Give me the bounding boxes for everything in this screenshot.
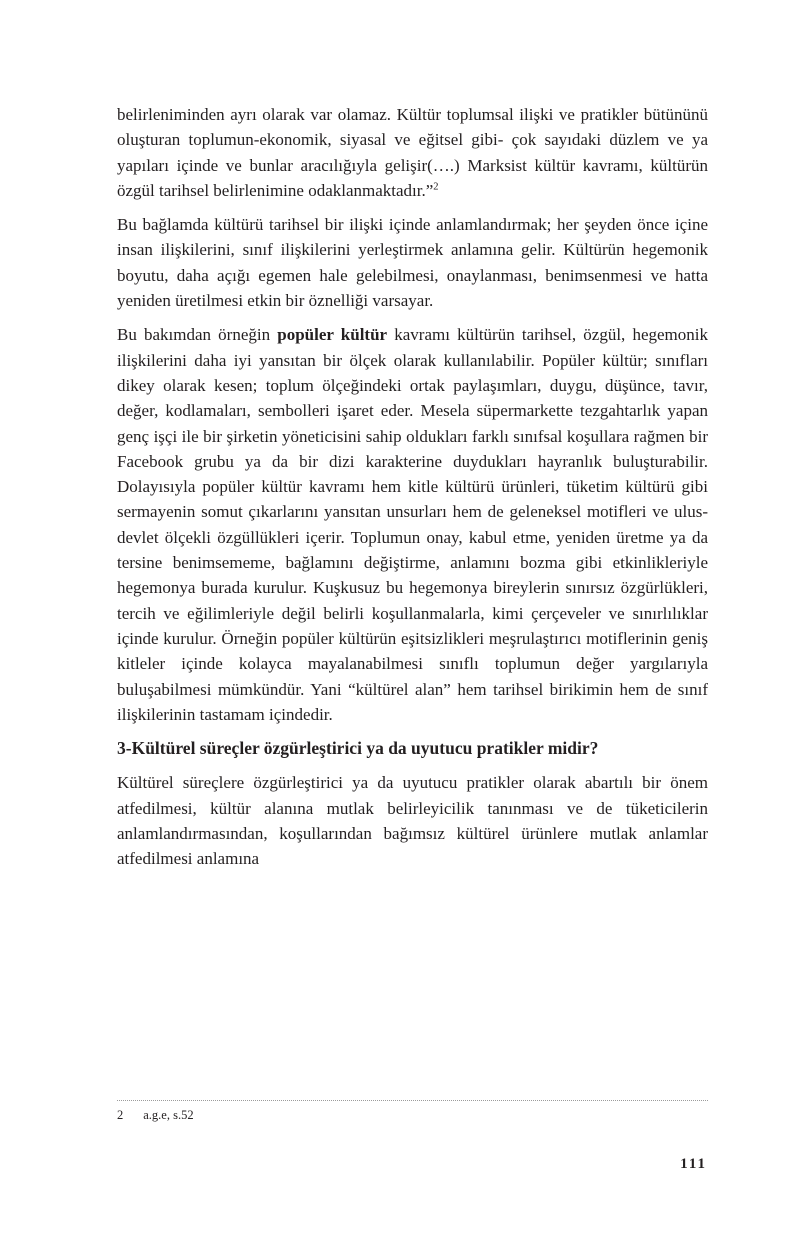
- paragraph-4: Kültürel süreçlere özgürleştirici ya da uyutucu pratikler olarak abartılı bir önem atfedilmesi, kültür alanına mutlak belirleyicilik tanınması ve de tüketicilerin anlamlandırmasından, koşullarından bağımsız kültürel ürünlere mutlak anlamlar atfedilmesi anlamına: [117, 773, 708, 869]
- footnote-separator: [117, 1100, 708, 1101]
- paragraph-2: Bu bağlamda kültürü tarihsel bir ilişki içinde anlamlandırmak; her şeyden önce içine insan ilişkilerini, sınıf ilişkilerini yerleştirmek anlamına gelir. Kültürün hegemonik boyutu, daha açığı egemen hale gelebilmesi, onaylanması, benimsenmesi ve hatta yeniden üretilmesi etkin bir öznelliği varsayar.: [117, 215, 708, 311]
- bold-term-populer-kultur: popüler kültür: [277, 325, 388, 345]
- paragraph-3-rest: kavramı kültürün tarihsel, özgül, hegemonik ilişkilerini daha iyi yansıtan bir ölçek olarak kullanılabilir. Popüler kültür; sınıfları dikey olarak kesen; toplum ölçeğindeki ortak paylaşımları, duygu, düşünce, tavır, değer, kodlamaları, sembolleri işaret eder. Mesela süpermarkette tezgahtarlık yapan genç işçi ile bir şirketin yöneticisini sahip oldukları farklı sınıfsal koşullara rağmen bir Facebook grubu ya da bir dizi karakterine duydukları hayranlık buluşturabilir. Dolayısıyla popüler kültür kavramı hem kitle kültürü ürünleri, tüketim kültürü gibi sermayenin somut çıkarlarını yansıtan unsurları hem de geleneksel motifleri ve ulus-devlet ölçekli özgüllükleri içerir. Toplumun onay, kabul etme, yeniden üretme ya da tersine benimsememe, bağlamını değiştirme, anlamını bozma gibi etkinlikleriyle hegemonya burada kurulur. Kuşkusuz bu hegemonya bireylerin sınırsız özgürlükleri, tercih ve eğilimleriyle değil belirli koşullanmalarla, kimi çerçeveler ve sınırlılıklar içinde kurulur. Örneğin popüler kültürün eşitsizlikleri meşrulaştırıcı motiflerinin geniş kitleler içinde kolayca mayalanabilmesi sınıflı toplumun değer yargılarıyla buluşabilmesi mümkündür. Yani “kültürel alan” hem tarihsel birikimin hem de sınıf ilişkilerinin tastamam içindedir.: [117, 325, 708, 724]
- paragraph-3: [117, 322, 708, 727]
- footnote: [117, 1107, 708, 1124]
- paragraph-1: [117, 102, 708, 203]
- paragraph-3-lead: Bu bakımdan örneğin: [117, 325, 278, 345]
- footnote-reference: 2: [433, 181, 439, 193]
- footnote-text: a.g.e, s.52: [143, 1108, 194, 1122]
- section-heading: 3-Kültürel süreçler özgürleştirici ya da uyutucu pratikler midir?: [117, 738, 599, 759]
- paragraph-1-text: belirleniminden ayrı olarak var olamaz. Kültür toplumsal ilişki ve pratikler bütününü oluşturan toplumun-ekonomik, siyasal ve eğitsel gibi- çok sayıdaki düzlem ve ya yapıları içinde ve bunlar aracılığıyla gelişir(….) Marksist kültür kavramı, kültürün özgül tarihsel belirlenimine odaklanmaktadır.”: [117, 105, 708, 200]
- body-text: [117, 102, 708, 1098]
- page-number: 111: [680, 1156, 707, 1172]
- footnote-number: 2: [117, 1108, 124, 1122]
